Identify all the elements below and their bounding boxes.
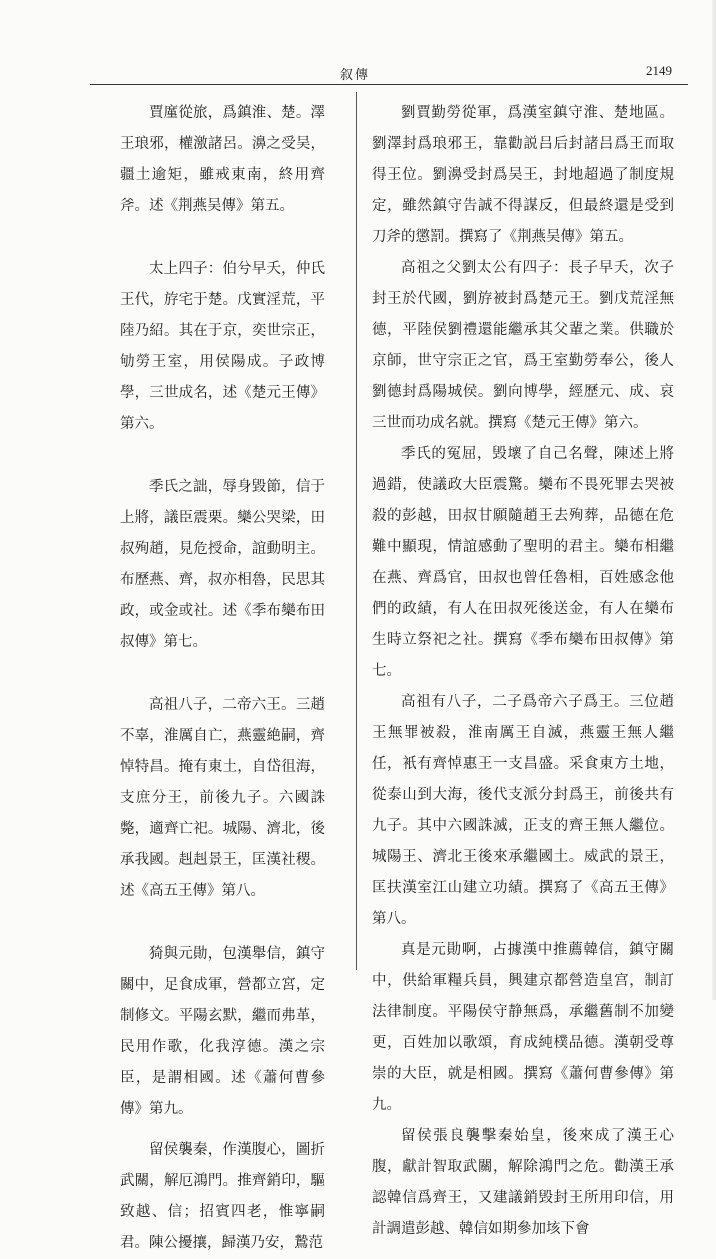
- classical-paragraph-6: 太上四子：伯兮早夭，仲氏王代，斿宅于楚。戊實淫荒，平陸乃紹。其在于京，奕世宗正，劬勞王室，用侯陽成。子政博學，三世成名，述《楚元王傳》第六。: [120, 261, 325, 432]
- column-divider: [356, 92, 357, 970]
- translation-text-column: [372, 98, 674, 1245]
- translation-paragraph-8: 高祖有八子，二子爲帝六子爲王。三位趙王無罪被殺，淮南厲王自滅，燕靈王無人繼任，衹有齊悼惠王一支昌盛。采食東方土地，從泰山到大海，後代支派分封爲王，前後共有九子。其中六國誅滅，正支的齊王無人繼位。城陽王、濟北王後來承繼國土。威武的景王，匡扶漢室江山建立功績。撰寫了《高五王傳》第八。: [372, 694, 674, 927]
- translation-paragraph-9: 真是元勛啊，占據漢中推薦韓信，鎮守關中，供給軍糧兵員，興建京都營造皇宫，制訂法律制度。平陽侯守静無爲，承繼舊制不加變更，百姓加以歌頌，育成純樸品德。漢朝受尊崇的大臣，就是相國。撰寫《蕭何曹參傳》第九。: [372, 942, 674, 1113]
- classical-paragraph-7: 季氏之詘，辱身毀節，信于上將，議臣震栗。欒公哭梁，田叔殉趙，見危授命，誼動明主。布歷燕、齊，叔亦相魯，民思其政，或金或社。述《季布欒布田叔傳》第七。: [120, 479, 325, 650]
- translation-paragraph-5: 劉賈勤勞從軍，爲漢室鎮守淮、楚地區。劉澤封爲琅邪王，靠勸説吕后封諸吕爲王而取得王位。劉濞受封爲吴王，封地超過了制度規定，雖然鎮守告誠不得謀反，但最終還是受到刀斧的懲罰。撰寫了《荆燕吴傳》第五。: [372, 105, 674, 245]
- classical-paragraph-9: 猗與元勛，包漢舉信，鎮守關中，足食成軍，營都立宮，定制修文。平陽玄默，繼而弗革，民用作歌，化我淳德。漢之宗臣，是謂相國。述《蕭何曹參傳》第九。: [120, 946, 325, 1117]
- classical-text-column: [120, 98, 325, 1259]
- translation-paragraph-7: 季氏的冤屈，毁壞了自己名聲，陳述上將過錯，使議政大臣震驚。欒布不畏死罪去哭被殺的彭越，田叔甘願隨趙王去殉葬，品德在危難中顯現，情誼感動了聖明的君主。欒布相繼在燕、齊爲官，田叔也曾任魯相，百姓感念他們的政績，有人在田叔死後送金，有人在欒布生時立祭祀之社。撰寫《季布欒布田叔傳》第七。: [372, 446, 674, 679]
- translation-paragraph-6: 高祖之父劉太公有四子：長子早夭，次子封王於代國，劉斿被封爲楚元王。劉戊荒淫無德，平陸侯劉禮還能繼承其父輩之業。供職於京師，世守宗正之官，爲王室勤勞奉公，後人劉德封爲陽城侯。劉向博學，經歷元、成、哀三世而功成名就。撰寫《楚元王傳》第六。: [372, 260, 674, 431]
- page-number: 2149: [646, 63, 672, 78]
- classical-paragraph-5: 賈廑從旅，爲鎮淮、楚。澤王琅邪，權激諸呂。濞之受吴，疆土逾矩，雖戒東南，終用齊斧。述《荆燕吴傳》第五。: [120, 105, 325, 214]
- running-title: 叙傳: [340, 68, 371, 83]
- classical-paragraph-10: 留侯襲秦，作漢腹心，圖折武關，解厄鴻門。推齊銷印，驅致越、信；招賓四老，惟寧嗣君。陳公擾攘，歸漢乃安，鷙范: [120, 1142, 325, 1251]
- classical-paragraph-8: 高祖八子，二帝六王。三趙不辜，淮厲自亡，燕靈絶嗣，齊悼特昌。掩有東土，自岱徂海，支庶分王，前後九子。六國誅斃，適齊亡祀。城陽、濟北，後承我國。赳赳景王，匡漢社稷。述《高五王傳》第八。: [120, 697, 325, 899]
- scan-edge-shadow: [712, 0, 716, 1000]
- header-rule: [90, 84, 688, 85]
- translation-paragraph-10: 留侯張良襲擊秦始皇，後來成了漢王心腹，獻計智取武關，解除鴻門之危。勸漢王承認韓信爲齊王，又建議銷毁封王所用印信，用計調遣彭越、韓信如期參加垓下會: [372, 1128, 674, 1237]
